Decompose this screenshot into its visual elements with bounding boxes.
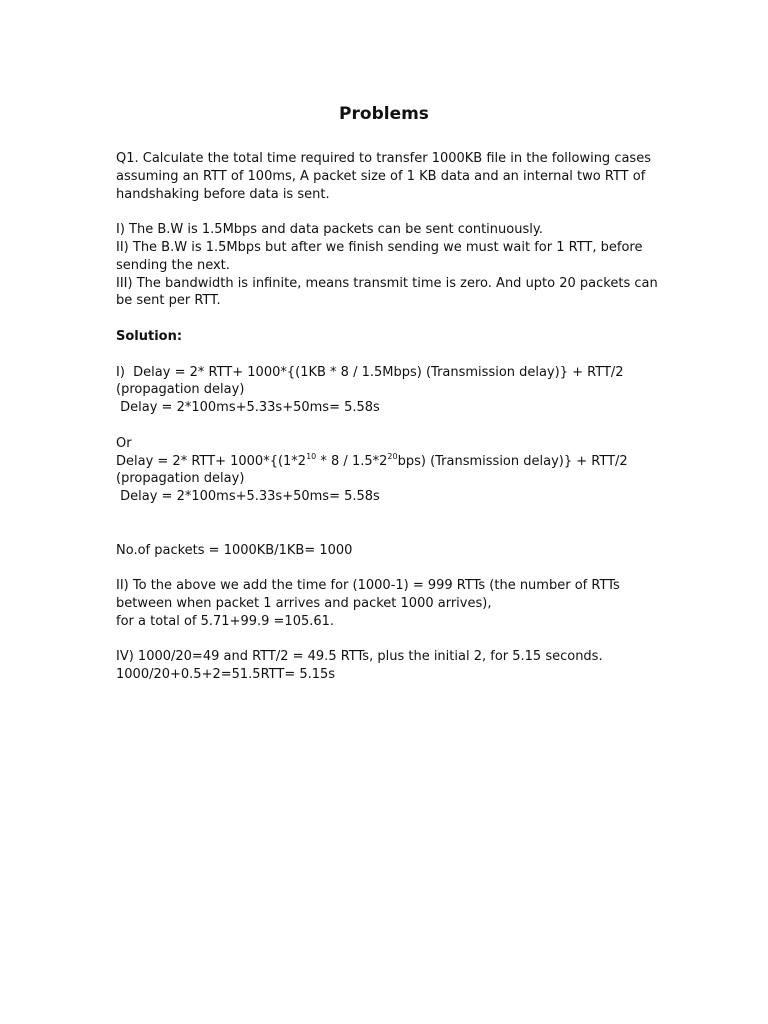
solution-line: I) Delay = 2* RTT+ 1000*{(1KB * 8 / 1.5Mbps) (Transmission delay)} + RTT/2 xyxy=(116,364,624,380)
question-line: handshaking before data is sent. xyxy=(116,186,330,202)
solution-line: (propagation delay) xyxy=(116,471,245,487)
solution-line: (propagation delay) xyxy=(116,382,245,398)
solution-heading: Solution: xyxy=(116,328,183,344)
spacer xyxy=(116,631,656,649)
or-label: Or xyxy=(116,435,132,451)
solution-line: 1000/20+0.5+2=51.5RTT= 5.15s xyxy=(116,667,336,683)
exponent: 20 xyxy=(387,451,398,461)
case-line: I) The B.W is 1.5Mbps and data packets can be sent continuously. xyxy=(116,222,543,238)
solution-line: Delay = 2*100ms+5.33s+50ms= 5.58s xyxy=(116,400,380,416)
spacer xyxy=(116,203,656,221)
solution-line: for a total of 5.71+99.9 =105.61. xyxy=(116,613,335,629)
question-line: Q1. Calculate the total time required to transfer 1000KB file in the following cases xyxy=(116,151,651,166)
spacer xyxy=(116,310,656,328)
solution-line: II) To the above we add the time for (1000-1) = 999 RTTs (the number of RTTs xyxy=(116,578,620,594)
page-title: Problems xyxy=(339,104,429,124)
packets-line: No.of packets = 1000KB/1KB= 1000 xyxy=(116,542,353,558)
formula-part: Delay = 2* RTT+ 1000*{(1*2 xyxy=(116,453,307,469)
spacer xyxy=(116,417,656,435)
document-body xyxy=(116,150,656,684)
question-line: assuming an RTT of 100ms, A packet size of 1 KB data and an internal two RTT of xyxy=(116,168,646,184)
case-line: be sent per RTT. xyxy=(116,293,221,309)
formula-part: * 8 / 1.5*2 xyxy=(316,453,388,469)
case-line: III) The bandwidth is infinite, means transmit time is zero. And upto 20 packets can xyxy=(116,275,658,291)
spacer xyxy=(116,346,656,364)
solution-line: between when packet 1 arrives and packet 1000 arrives), xyxy=(116,595,492,611)
spacer xyxy=(116,506,656,524)
case-line: sending the next. xyxy=(116,257,230,273)
spacer xyxy=(116,559,656,577)
spacer xyxy=(116,524,656,542)
solution-line: Delay = 2*100ms+5.33s+50ms= 5.58s xyxy=(116,489,380,505)
solution-line-formula xyxy=(116,453,656,471)
formula-part: bps) (Transmission delay)} + RTT/2 xyxy=(397,453,628,469)
solution-line: IV) 1000/20=49 and RTT/2 = 49.5 RTTs, plus the initial 2, for 5.15 seconds. xyxy=(116,649,603,665)
exponent: 10 xyxy=(306,451,317,461)
case-line: II) The B.W is 1.5Mbps but after we finish sending we must wait for 1 RTT, before xyxy=(116,239,643,255)
